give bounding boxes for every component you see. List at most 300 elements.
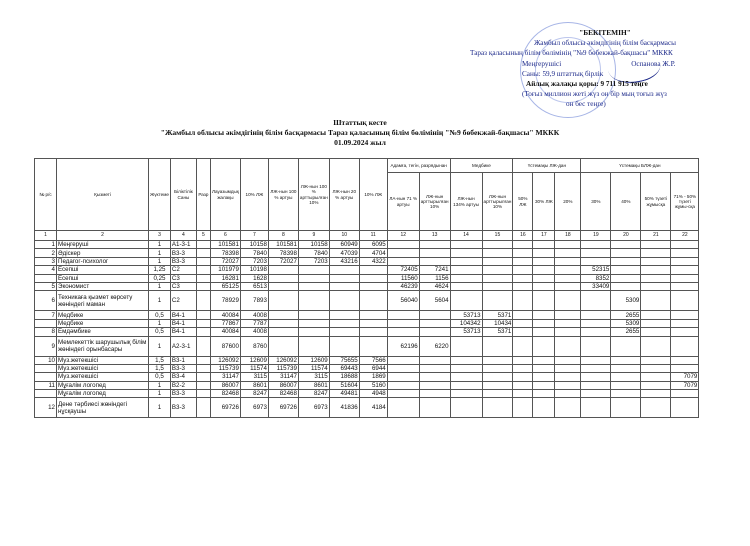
value-cell xyxy=(611,381,641,389)
value-cell: 2655 xyxy=(611,328,641,336)
value-cell xyxy=(329,328,359,336)
value-cell xyxy=(513,319,533,327)
value-cell xyxy=(482,390,513,398)
value-cell xyxy=(513,291,533,311)
value-cell xyxy=(513,311,533,319)
column-number: 14 xyxy=(450,231,482,241)
value-cell xyxy=(611,274,641,282)
value-cell xyxy=(581,291,611,311)
value-cell xyxy=(671,319,699,327)
value-cell xyxy=(387,381,419,389)
table-row xyxy=(35,311,699,319)
value-cell: 72027 xyxy=(210,257,240,265)
value-cell: 51604 xyxy=(329,381,359,389)
value-cell xyxy=(671,266,699,274)
value-cell: 5604 xyxy=(419,291,450,311)
approval-position: Меңгерушісі xyxy=(522,59,562,68)
position-name: Мұғалім логопед xyxy=(57,381,149,389)
header-cell: 71% - 50% түзеті жұмы-сқа xyxy=(671,173,699,231)
value-cell xyxy=(387,249,419,257)
table-row xyxy=(35,291,699,311)
column-number: 5 xyxy=(196,231,210,241)
rank-cell xyxy=(196,241,210,249)
load-cell: 1,5 xyxy=(149,356,171,364)
position-name: Педагог-психолог xyxy=(57,257,149,265)
value-cell: 49481 xyxy=(329,390,359,398)
value-cell: 115739 xyxy=(268,364,298,372)
value-cell xyxy=(387,319,419,327)
value-cell xyxy=(450,282,482,290)
value-cell xyxy=(450,381,482,389)
position-name: Экономист xyxy=(57,282,149,290)
value-cell xyxy=(555,291,581,311)
value-cell xyxy=(671,356,699,364)
value-cell: 8247 xyxy=(298,390,329,398)
value-cell xyxy=(641,364,671,372)
approval-line xyxy=(470,59,740,69)
row-number: 5 xyxy=(35,282,57,290)
qualification-cell: В3-3 xyxy=(170,390,196,398)
table-row xyxy=(35,390,699,398)
value-cell xyxy=(450,257,482,265)
value-cell: 5371 xyxy=(482,328,513,336)
value-cell xyxy=(419,249,450,257)
row-number: 1 xyxy=(35,241,57,249)
value-cell: 46239 xyxy=(387,282,419,290)
rank-cell xyxy=(196,390,210,398)
column-number: 19 xyxy=(581,231,611,241)
value-cell: 52315 xyxy=(581,266,611,274)
value-cell xyxy=(611,336,641,356)
value-cell xyxy=(533,328,555,336)
qualification-cell: В3-3 xyxy=(170,257,196,265)
value-cell: 12609 xyxy=(240,356,268,364)
value-cell xyxy=(450,373,482,381)
value-cell xyxy=(581,241,611,249)
value-cell xyxy=(298,266,329,274)
value-cell: 6095 xyxy=(359,241,387,249)
header-group: Медбике xyxy=(450,159,513,173)
column-number: 6 xyxy=(210,231,240,241)
column-number: 16 xyxy=(513,231,533,241)
value-cell xyxy=(450,274,482,282)
value-cell: 7840 xyxy=(298,249,329,257)
value-cell: 6220 xyxy=(419,336,450,356)
title-line: Штаттық кесте xyxy=(333,118,387,127)
qualification-cell: В4-1 xyxy=(170,319,196,327)
header-group: Үстемақы БЛЖ-дан xyxy=(581,159,699,173)
value-cell xyxy=(298,311,329,319)
value-cell xyxy=(298,291,329,311)
column-number: 12 xyxy=(387,231,419,241)
value-cell xyxy=(641,328,671,336)
value-cell xyxy=(513,266,533,274)
load-cell: 0,5 xyxy=(149,373,171,381)
qualification-cell: В2-2 xyxy=(170,381,196,389)
value-cell: 33409 xyxy=(581,282,611,290)
value-cell xyxy=(641,336,671,356)
table-row xyxy=(35,249,699,257)
header-cell: 30% xyxy=(581,173,611,231)
value-cell xyxy=(450,364,482,372)
value-cell xyxy=(641,291,671,311)
row-number: 3 xyxy=(35,257,57,265)
table-row xyxy=(35,266,699,274)
value-cell xyxy=(450,249,482,257)
value-cell: 18688 xyxy=(329,373,359,381)
value-cell xyxy=(555,364,581,372)
value-cell xyxy=(641,319,671,327)
value-cell xyxy=(268,311,298,319)
approval-line: Айлық жалақы қоры: 9 711 915 теңге xyxy=(526,80,648,89)
table-row xyxy=(35,336,699,356)
value-cell: 7840 xyxy=(240,249,268,257)
qualification-cell: С2 xyxy=(170,266,196,274)
row-number xyxy=(35,274,57,282)
value-cell: 72405 xyxy=(387,266,419,274)
value-cell xyxy=(533,274,555,282)
table-header xyxy=(35,159,699,241)
value-cell: 78398 xyxy=(210,249,240,257)
value-cell: 53713 xyxy=(450,311,482,319)
value-cell xyxy=(329,311,359,319)
value-cell: 7079 xyxy=(671,373,699,381)
value-cell xyxy=(419,241,450,249)
value-cell xyxy=(641,257,671,265)
approval-line: Жамбыл облысы әкімдігінің білім басқармасы xyxy=(534,39,676,48)
position-name: Есепші xyxy=(57,266,149,274)
row-number: 12 xyxy=(35,398,57,418)
value-cell xyxy=(419,373,450,381)
value-cell xyxy=(359,291,387,311)
value-cell: 8601 xyxy=(298,381,329,389)
value-cell xyxy=(513,328,533,336)
rank-cell xyxy=(196,319,210,327)
header-cell: ЛЖ-нын 100 % арттырылған 10% xyxy=(298,159,329,231)
qualification-cell: В4-1 xyxy=(170,328,196,336)
value-cell xyxy=(298,336,329,356)
value-cell: 31147 xyxy=(210,373,240,381)
value-cell: 1628 xyxy=(240,274,268,282)
value-cell: 126092 xyxy=(268,356,298,364)
value-cell xyxy=(533,364,555,372)
value-cell: 12609 xyxy=(298,356,329,364)
value-cell xyxy=(581,390,611,398)
value-cell: 11574 xyxy=(298,364,329,372)
row-number: 10 xyxy=(35,356,57,364)
qualification-cell: В3-4 xyxy=(170,373,196,381)
column-number: 7 xyxy=(240,231,268,241)
value-cell: 3115 xyxy=(240,373,268,381)
value-cell: 7787 xyxy=(240,319,268,327)
rank-cell xyxy=(196,328,210,336)
value-cell xyxy=(513,364,533,372)
value-cell xyxy=(533,241,555,249)
table-row xyxy=(35,381,699,389)
value-cell xyxy=(329,291,359,311)
value-cell: 72027 xyxy=(268,257,298,265)
value-cell xyxy=(419,364,450,372)
value-cell xyxy=(581,381,611,389)
value-cell: 10198 xyxy=(240,266,268,274)
header-cell: Біліктілік Саны xyxy=(170,159,196,231)
column-number: 15 xyxy=(482,231,513,241)
row-number: 4 xyxy=(35,266,57,274)
value-cell xyxy=(555,398,581,418)
column-number: 17 xyxy=(533,231,555,241)
value-cell: 10158 xyxy=(298,241,329,249)
header-cell: 50% ЛЖ xyxy=(513,173,533,231)
value-cell xyxy=(329,274,359,282)
value-cell xyxy=(419,381,450,389)
value-cell xyxy=(641,282,671,290)
value-cell xyxy=(581,356,611,364)
value-cell: 40084 xyxy=(210,311,240,319)
column-number: 2 xyxy=(57,231,149,241)
value-cell: 7893 xyxy=(240,291,268,311)
value-cell xyxy=(513,390,533,398)
load-cell: 1 xyxy=(149,282,171,290)
value-cell xyxy=(671,398,699,418)
header-cell: 40% xyxy=(611,173,641,231)
value-cell xyxy=(450,266,482,274)
value-cell xyxy=(387,390,419,398)
column-number: 1 xyxy=(35,231,57,241)
header-cell: 20% xyxy=(555,173,581,231)
value-cell xyxy=(533,373,555,381)
value-cell xyxy=(671,249,699,257)
load-cell: 0,25 xyxy=(149,274,171,282)
value-cell xyxy=(555,319,581,327)
value-cell xyxy=(482,381,513,389)
row-number: 11 xyxy=(35,381,57,389)
value-cell xyxy=(359,274,387,282)
position-name: Емдәмбике xyxy=(57,328,149,336)
value-cell xyxy=(450,291,482,311)
header-cell: ЛЖ-нын арттырылған 10% xyxy=(419,173,450,231)
value-cell xyxy=(513,356,533,364)
value-cell xyxy=(641,241,671,249)
value-cell xyxy=(611,266,641,274)
value-cell xyxy=(671,328,699,336)
table-body xyxy=(35,241,699,418)
value-cell xyxy=(641,249,671,257)
header-cell: № р/с xyxy=(35,159,57,231)
load-cell: 1 xyxy=(149,249,171,257)
header-cell: 30% ЛЖ xyxy=(533,173,555,231)
value-cell xyxy=(482,249,513,257)
value-cell xyxy=(268,282,298,290)
load-cell: 1,25 xyxy=(149,266,171,274)
value-cell xyxy=(641,266,671,274)
value-cell xyxy=(268,336,298,356)
value-cell: 40084 xyxy=(210,328,240,336)
column-number: 21 xyxy=(641,231,671,241)
header-cell: 50% түзеті жұмысқа xyxy=(641,173,671,231)
value-cell: 7203 xyxy=(298,257,329,265)
value-cell: 5371 xyxy=(482,311,513,319)
header-cell: ЛЖ-нын 100 % артуы xyxy=(268,159,298,231)
value-cell xyxy=(671,291,699,311)
value-cell xyxy=(359,266,387,274)
row-number xyxy=(35,364,57,372)
rank-cell xyxy=(196,274,210,282)
row-number xyxy=(35,390,57,398)
header-cell: ЛА-нын 71 % артуы xyxy=(387,173,419,231)
value-cell xyxy=(419,390,450,398)
value-cell xyxy=(555,282,581,290)
value-cell xyxy=(482,274,513,282)
position-name: Медбике xyxy=(57,319,149,327)
load-cell: 1 xyxy=(149,390,171,398)
value-cell: 86007 xyxy=(210,381,240,389)
value-cell: 53713 xyxy=(450,328,482,336)
value-cell xyxy=(555,241,581,249)
header-cell: 10% ЛЖ xyxy=(240,159,268,231)
value-cell xyxy=(482,241,513,249)
row-number: 2 xyxy=(35,249,57,257)
value-cell: 115739 xyxy=(210,364,240,372)
value-cell: 4704 xyxy=(359,249,387,257)
value-cell xyxy=(533,381,555,389)
load-cell: 0,5 xyxy=(149,328,171,336)
load-cell: 0,5 xyxy=(149,311,171,319)
value-cell xyxy=(581,336,611,356)
value-cell: 41836 xyxy=(329,398,359,418)
value-cell xyxy=(387,356,419,364)
table-row xyxy=(35,241,699,249)
value-cell xyxy=(482,356,513,364)
rank-cell xyxy=(196,381,210,389)
qualification-cell: С3 xyxy=(170,282,196,290)
value-cell xyxy=(268,266,298,274)
value-cell: 7079 xyxy=(671,381,699,389)
value-cell: 6973 xyxy=(298,398,329,418)
column-number: 11 xyxy=(359,231,387,241)
value-cell xyxy=(555,373,581,381)
value-cell xyxy=(641,274,671,282)
value-cell xyxy=(387,311,419,319)
table-row xyxy=(35,356,699,364)
column-number: 8 xyxy=(268,231,298,241)
table-row xyxy=(35,257,699,265)
value-cell xyxy=(671,282,699,290)
value-cell: 77867 xyxy=(210,319,240,327)
value-cell xyxy=(450,241,482,249)
value-cell xyxy=(482,364,513,372)
value-cell: 86007 xyxy=(268,381,298,389)
table-row xyxy=(35,373,699,381)
position-name: Техникаға қызмет көрсету жөніндегі маман xyxy=(57,291,149,311)
value-cell xyxy=(533,390,555,398)
value-cell xyxy=(641,398,671,418)
value-cell: 10434 xyxy=(482,319,513,327)
value-cell xyxy=(671,336,699,356)
value-cell xyxy=(298,274,329,282)
value-cell xyxy=(533,249,555,257)
value-cell: 8352 xyxy=(581,274,611,282)
approval-heading: "БЕКІТЕМІН" xyxy=(579,28,631,37)
value-cell: 78398 xyxy=(268,249,298,257)
value-cell xyxy=(450,356,482,364)
value-cell xyxy=(329,282,359,290)
value-cell: 101581 xyxy=(268,241,298,249)
value-cell xyxy=(268,319,298,327)
qualification-cell: В3-1 xyxy=(170,356,196,364)
position-name: Меңгеруші xyxy=(57,241,149,249)
value-cell: 1156 xyxy=(419,274,450,282)
value-cell xyxy=(513,282,533,290)
value-cell: 6973 xyxy=(240,398,268,418)
value-cell: 60949 xyxy=(329,241,359,249)
header-cell: Разр xyxy=(196,159,210,231)
load-cell: 1 xyxy=(149,241,171,249)
value-cell xyxy=(419,319,450,327)
value-cell xyxy=(533,282,555,290)
value-cell: 8247 xyxy=(240,390,268,398)
value-cell xyxy=(641,311,671,319)
value-cell: 56040 xyxy=(387,291,419,311)
value-cell xyxy=(533,257,555,265)
value-cell xyxy=(419,356,450,364)
value-cell: 11560 xyxy=(387,274,419,282)
position-name: Есепші xyxy=(57,274,149,282)
value-cell xyxy=(533,311,555,319)
value-cell xyxy=(671,364,699,372)
value-cell xyxy=(482,291,513,311)
value-cell xyxy=(611,390,641,398)
value-cell: 47039 xyxy=(329,249,359,257)
value-cell xyxy=(611,356,641,364)
position-name: Дене тәрбиесі жөніндегі нұсқаушы xyxy=(57,398,149,418)
value-cell: 11574 xyxy=(240,364,268,372)
column-number: 13 xyxy=(419,231,450,241)
value-cell xyxy=(533,291,555,311)
value-cell xyxy=(419,311,450,319)
value-cell: 4322 xyxy=(359,257,387,265)
rank-cell xyxy=(196,291,210,311)
row-number: 8 xyxy=(35,328,57,336)
value-cell: 3115 xyxy=(298,373,329,381)
value-cell xyxy=(513,241,533,249)
rank-cell xyxy=(196,364,210,372)
column-number: 3 xyxy=(149,231,171,241)
value-cell: 6944 xyxy=(359,364,387,372)
value-cell xyxy=(298,319,329,327)
value-cell xyxy=(359,282,387,290)
value-cell xyxy=(671,257,699,265)
value-cell: 10158 xyxy=(240,241,268,249)
value-cell xyxy=(555,328,581,336)
value-cell xyxy=(555,381,581,389)
row-number xyxy=(35,319,57,327)
value-cell: 82468 xyxy=(210,390,240,398)
rank-cell xyxy=(196,356,210,364)
value-cell xyxy=(513,257,533,265)
value-cell xyxy=(419,257,450,265)
column-number: 9 xyxy=(298,231,329,241)
value-cell xyxy=(611,257,641,265)
value-cell xyxy=(513,373,533,381)
value-cell xyxy=(329,336,359,356)
qualification-cell: А1-3-1 xyxy=(170,241,196,249)
value-cell xyxy=(555,266,581,274)
rank-cell xyxy=(196,249,210,257)
value-cell xyxy=(555,249,581,257)
value-cell xyxy=(298,282,329,290)
value-cell xyxy=(533,266,555,274)
value-cell xyxy=(387,257,419,265)
